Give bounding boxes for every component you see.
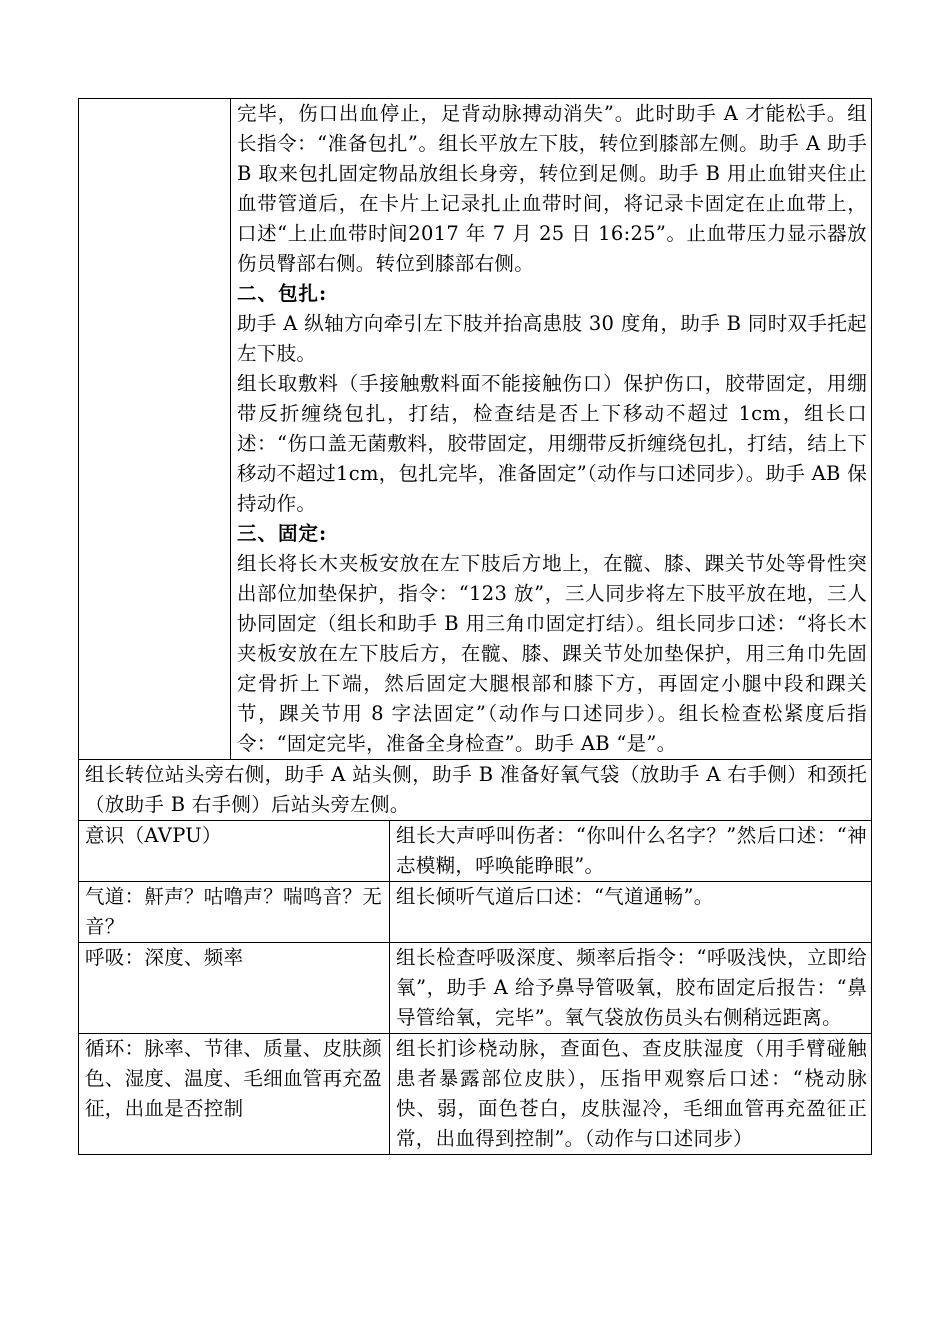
assessment-action-cell: 组长检查呼吸深度、频率后指令：“呼吸浅快，立即给氧”，助手 A 给予鼻导管吸氧，胶布固定后报告：“鼻导管给氧，完毕”。氧气袋放伤员头右侧稍远距离。 bbox=[390, 943, 872, 1034]
table-row bbox=[79, 821, 872, 882]
table-row bbox=[79, 99, 872, 760]
table-row bbox=[79, 760, 872, 821]
bleeding-control-paragraph: 完毕，伤口出血停止，足背动脉搏动消失”。此时助手 A 才能松手。组长指令：“准备包扎”。组长平放左下肢，转位到膝部左侧。助手 A 助手 B 取来包扎固定物品放组长身旁，转位到足侧。助手 B 用止血钳夹住止血带管道后，在卡片上记录扎止血带时间，将记录卡固定在止血带上，口述“上止血带时间2017 年 7 月 25 日 16:25”。止血带压力显示器放伤员臀部右侧。转位到膝部右侧。 bbox=[237, 102, 867, 275]
assessment-action-cell: 组长倾听气道后口述：“气道通畅”。 bbox=[390, 882, 872, 943]
fixation-paragraph: 组长将长木夹板安放在左下肢后方地上，在髋、膝、踝关节处等骨性突出部位加垫保护，指令：“123 放”，三人同步将左下肢平放在地，三人协同固定（组长和助手 B 用三角巾固定打结）。组长同步口述：“将长木夹板安放在左下肢后方，在髋、膝、踝关节处加垫保护，用三角巾先固定骨折上下端，然后固定大腿根部和膝下方，再固定小腿中段和踝关节，踝关节用 8 字法固定”（动作与口述同步）。组长检查松紧度后指令：“固定完毕，准备全身检查”。助手 AB “是”。 bbox=[237, 552, 867, 755]
assessment-item-cell: 意识（AVPU） bbox=[79, 821, 390, 882]
section-heading-fixation: 三、固定: bbox=[237, 522, 328, 545]
section-heading-bandaging: 二、包扎: bbox=[237, 282, 328, 305]
document-page bbox=[78, 98, 871, 1155]
assessment-item-cell: 呼吸：深度、频率 bbox=[79, 943, 390, 1034]
bandaging-paragraph-1: 助手 A 纵轴方向牵引左下肢并抬高患肢 30 度角，助手 B 同时双手托起左下肢。 bbox=[237, 312, 867, 365]
assessment-action-cell: 组长扪诊桡动脉，查面色、查皮肤湿度（用手臂碰触患者暴露部位皮肤），压指甲观察后口述：“桡动脉快、弱，面色苍白，皮肤湿冷，毛细血管再充盈征正常，出血得到控制”。（动作与口述同步） bbox=[390, 1034, 872, 1155]
assessment-item-cell: 气道：鼾声？咕噜声？喘鸣音？无音？ bbox=[79, 882, 390, 943]
assessment-item-cell: 循环：脉率、节律、质量、皮肤颜色、湿度、温度、毛细血管再充盈征，出血是否控制 bbox=[79, 1034, 390, 1155]
table-row bbox=[79, 943, 872, 1034]
empty-label-cell bbox=[79, 99, 231, 760]
positioning-text-cell: 组长转位站头旁右侧，助手 A 站头侧，助手 B 准备好氧气袋（放助手 A 右手侧）和颈托（放助手 B 右手侧）后站头旁左侧。 bbox=[79, 760, 872, 821]
procedure-text-cell bbox=[231, 99, 872, 760]
table-row bbox=[79, 1034, 872, 1155]
assessment-action-cell: 组长大声呼叫伤者：“你叫什么名字？”然后口述：“神志模糊，呼唤能睁眼”。 bbox=[390, 821, 872, 882]
table-row bbox=[79, 882, 872, 943]
procedure-table bbox=[78, 98, 872, 1155]
bandaging-paragraph-2: 组长取敷料（手接触敷料面不能接触伤口）保护伤口，胶带固定，用绷带反折缠绕包扎，打结，检查结是否上下移动不超过 1cm，组长口述：“伤口盖无菌敷料，胶带固定，用绷带反折缠绕包扎，打结，结上下移动不超过1cm，包扎完毕，准备固定”（动作与口述同步）。助手 AB 保持动作。 bbox=[237, 372, 867, 515]
